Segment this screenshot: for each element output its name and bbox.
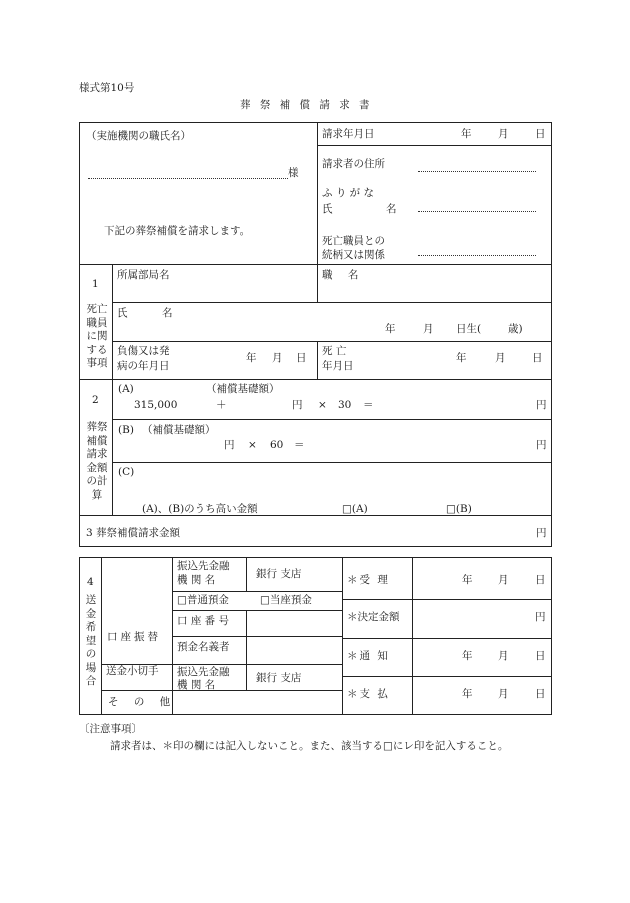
section2-side-label: 葬祭補償請求金額の計算 <box>86 421 108 501</box>
furigana-label: ふ り が な <box>322 187 375 199</box>
section4-number: 4 <box>87 576 94 588</box>
sama-label: 様 <box>288 167 299 179</box>
section1-number: 1 <box>92 278 99 290</box>
notice-month: 月 <box>498 650 509 662</box>
death-label-2: 年月日 <box>322 360 354 372</box>
notice-day: 日 <box>535 650 546 662</box>
decided-en: 円 <box>535 611 546 623</box>
mo-bank-branch-text: 銀行 支店 <box>256 672 302 684</box>
day-label: 日 <box>535 128 546 140</box>
request-date-label: 請求年月日 <box>322 128 375 140</box>
relation-label-2: 続柄又は関係 <box>322 249 385 261</box>
request-text: 下記の葬祭補償を請求します。 <box>104 225 251 237</box>
receipt-label: ＊受 理 <box>347 574 390 586</box>
birth-year: 年 <box>385 323 396 335</box>
a-multiplier: 30 <box>338 399 352 411</box>
bank-label-2: 機 関 名 <box>177 574 216 586</box>
a-amount: 315,000 <box>134 399 178 411</box>
b-base-label: （補償基礎額） <box>142 424 216 436</box>
injury-year: 年 <box>246 352 257 364</box>
section4-side-label: 送金希望の場合 <box>85 594 97 687</box>
page-title: 葬 祭 補 償 請 求 書 <box>240 99 373 111</box>
receipt-month: 月 <box>498 574 509 586</box>
payment-label: ＊支 払 <box>347 688 390 700</box>
mo-bank-label-2: 機 関 名 <box>177 679 216 691</box>
a-base-label: （補償基礎額） <box>206 383 280 395</box>
c-option-a-checkbox[interactable]: □(A) <box>342 503 368 515</box>
section2-number: 2 <box>92 394 99 406</box>
death-year: 年 <box>456 352 467 364</box>
a-result-en: 円 <box>536 399 547 411</box>
b-en: 円 <box>224 439 235 451</box>
transfer-label: 口座振替 <box>107 631 161 643</box>
post-label: 職 名 <box>322 269 365 281</box>
section1-side-label: 死亡職員に関する事項 <box>86 303 108 369</box>
notes-heading: 〔注意事項〕 <box>79 723 142 735</box>
notes-text: 請求者は、＊印の欄には記入しないこと。また、該当する□にレ印を記入すること。 <box>110 740 509 752</box>
money-order-label: 送金小切手 <box>106 665 159 677</box>
toza-checkbox[interactable]: □当座預金 <box>260 594 312 606</box>
futsu-checkbox[interactable]: □普通預金 <box>177 594 229 606</box>
address-line[interactable] <box>418 171 536 172</box>
death-label-1: 死 亡 <box>322 345 347 357</box>
bank-branch-text: 銀行 支店 <box>256 568 302 580</box>
receipt-day: 日 <box>535 574 546 586</box>
address-label: 請求者の住所 <box>322 158 385 170</box>
name-line[interactable] <box>418 211 536 212</box>
other-label: そ の 他 <box>108 696 177 708</box>
a-equals: ＝ <box>363 399 374 411</box>
injury-label-2: 病の年月日 <box>117 360 170 372</box>
month-label: 月 <box>498 128 509 140</box>
injury-month: 月 <box>272 352 283 364</box>
c-option-b-checkbox[interactable]: □(B) <box>446 503 472 515</box>
dept-label: 所属部局名 <box>117 269 170 281</box>
a-en: 円 <box>292 399 303 411</box>
a-plus: ＋ <box>216 399 227 411</box>
name-label-shi: 氏 <box>322 203 333 215</box>
mo-bank-label-1: 振込先金融 <box>177 666 230 678</box>
form-number: 様式第10号 <box>79 82 135 94</box>
birth-suffix: 日生( <box>456 323 482 335</box>
deceased-name-mei: 名 <box>162 307 173 319</box>
year-label: 年 <box>461 128 472 140</box>
b-equals: ＝ <box>294 439 305 451</box>
age-suffix: 歳) <box>508 323 523 335</box>
death-month: 月 <box>495 352 506 364</box>
b-multiplier: 60 <box>270 439 284 451</box>
relation-line[interactable] <box>418 255 536 256</box>
receipt-year: 年 <box>462 574 473 586</box>
death-day: 日 <box>532 352 543 364</box>
injury-label-1: 負傷又は発 <box>117 345 170 357</box>
deceased-name-shi: 氏 <box>117 307 128 319</box>
remittance-table <box>79 557 552 715</box>
bank-label-1: 振込先金融 <box>177 560 230 572</box>
injury-day: 日 <box>296 352 307 364</box>
relation-label-1: 死亡職員との <box>322 235 385 247</box>
agency-line[interactable] <box>88 178 288 179</box>
notice-label: ＊通 知 <box>347 650 390 662</box>
c-text: (A)、(B)のうち高い金額 <box>142 503 258 515</box>
agency-label: （実施機関の職氏名） <box>86 130 191 142</box>
birth-month: 月 <box>423 323 434 335</box>
a-label: (A) <box>118 383 134 395</box>
name-label-mei: 名 <box>386 203 397 215</box>
notice-year: 年 <box>462 650 473 662</box>
holder-label: 預金名義者 <box>177 641 230 653</box>
decided-amount-label: ＊決定金額 <box>347 611 400 623</box>
b-result-en: 円 <box>536 439 547 451</box>
account-number-label: 口 座 番 号 <box>177 615 230 627</box>
c-label: (C) <box>118 466 135 478</box>
payment-month: 月 <box>498 688 509 700</box>
section3-label: 3 葬祭補償請求金額 <box>86 527 181 539</box>
main-form-table <box>79 122 552 547</box>
a-times: × <box>318 399 327 411</box>
section3-en: 円 <box>536 527 547 539</box>
b-times: × <box>248 439 257 451</box>
b-label: (B) <box>118 424 134 436</box>
payment-day: 日 <box>535 688 546 700</box>
payment-year: 年 <box>462 688 473 700</box>
